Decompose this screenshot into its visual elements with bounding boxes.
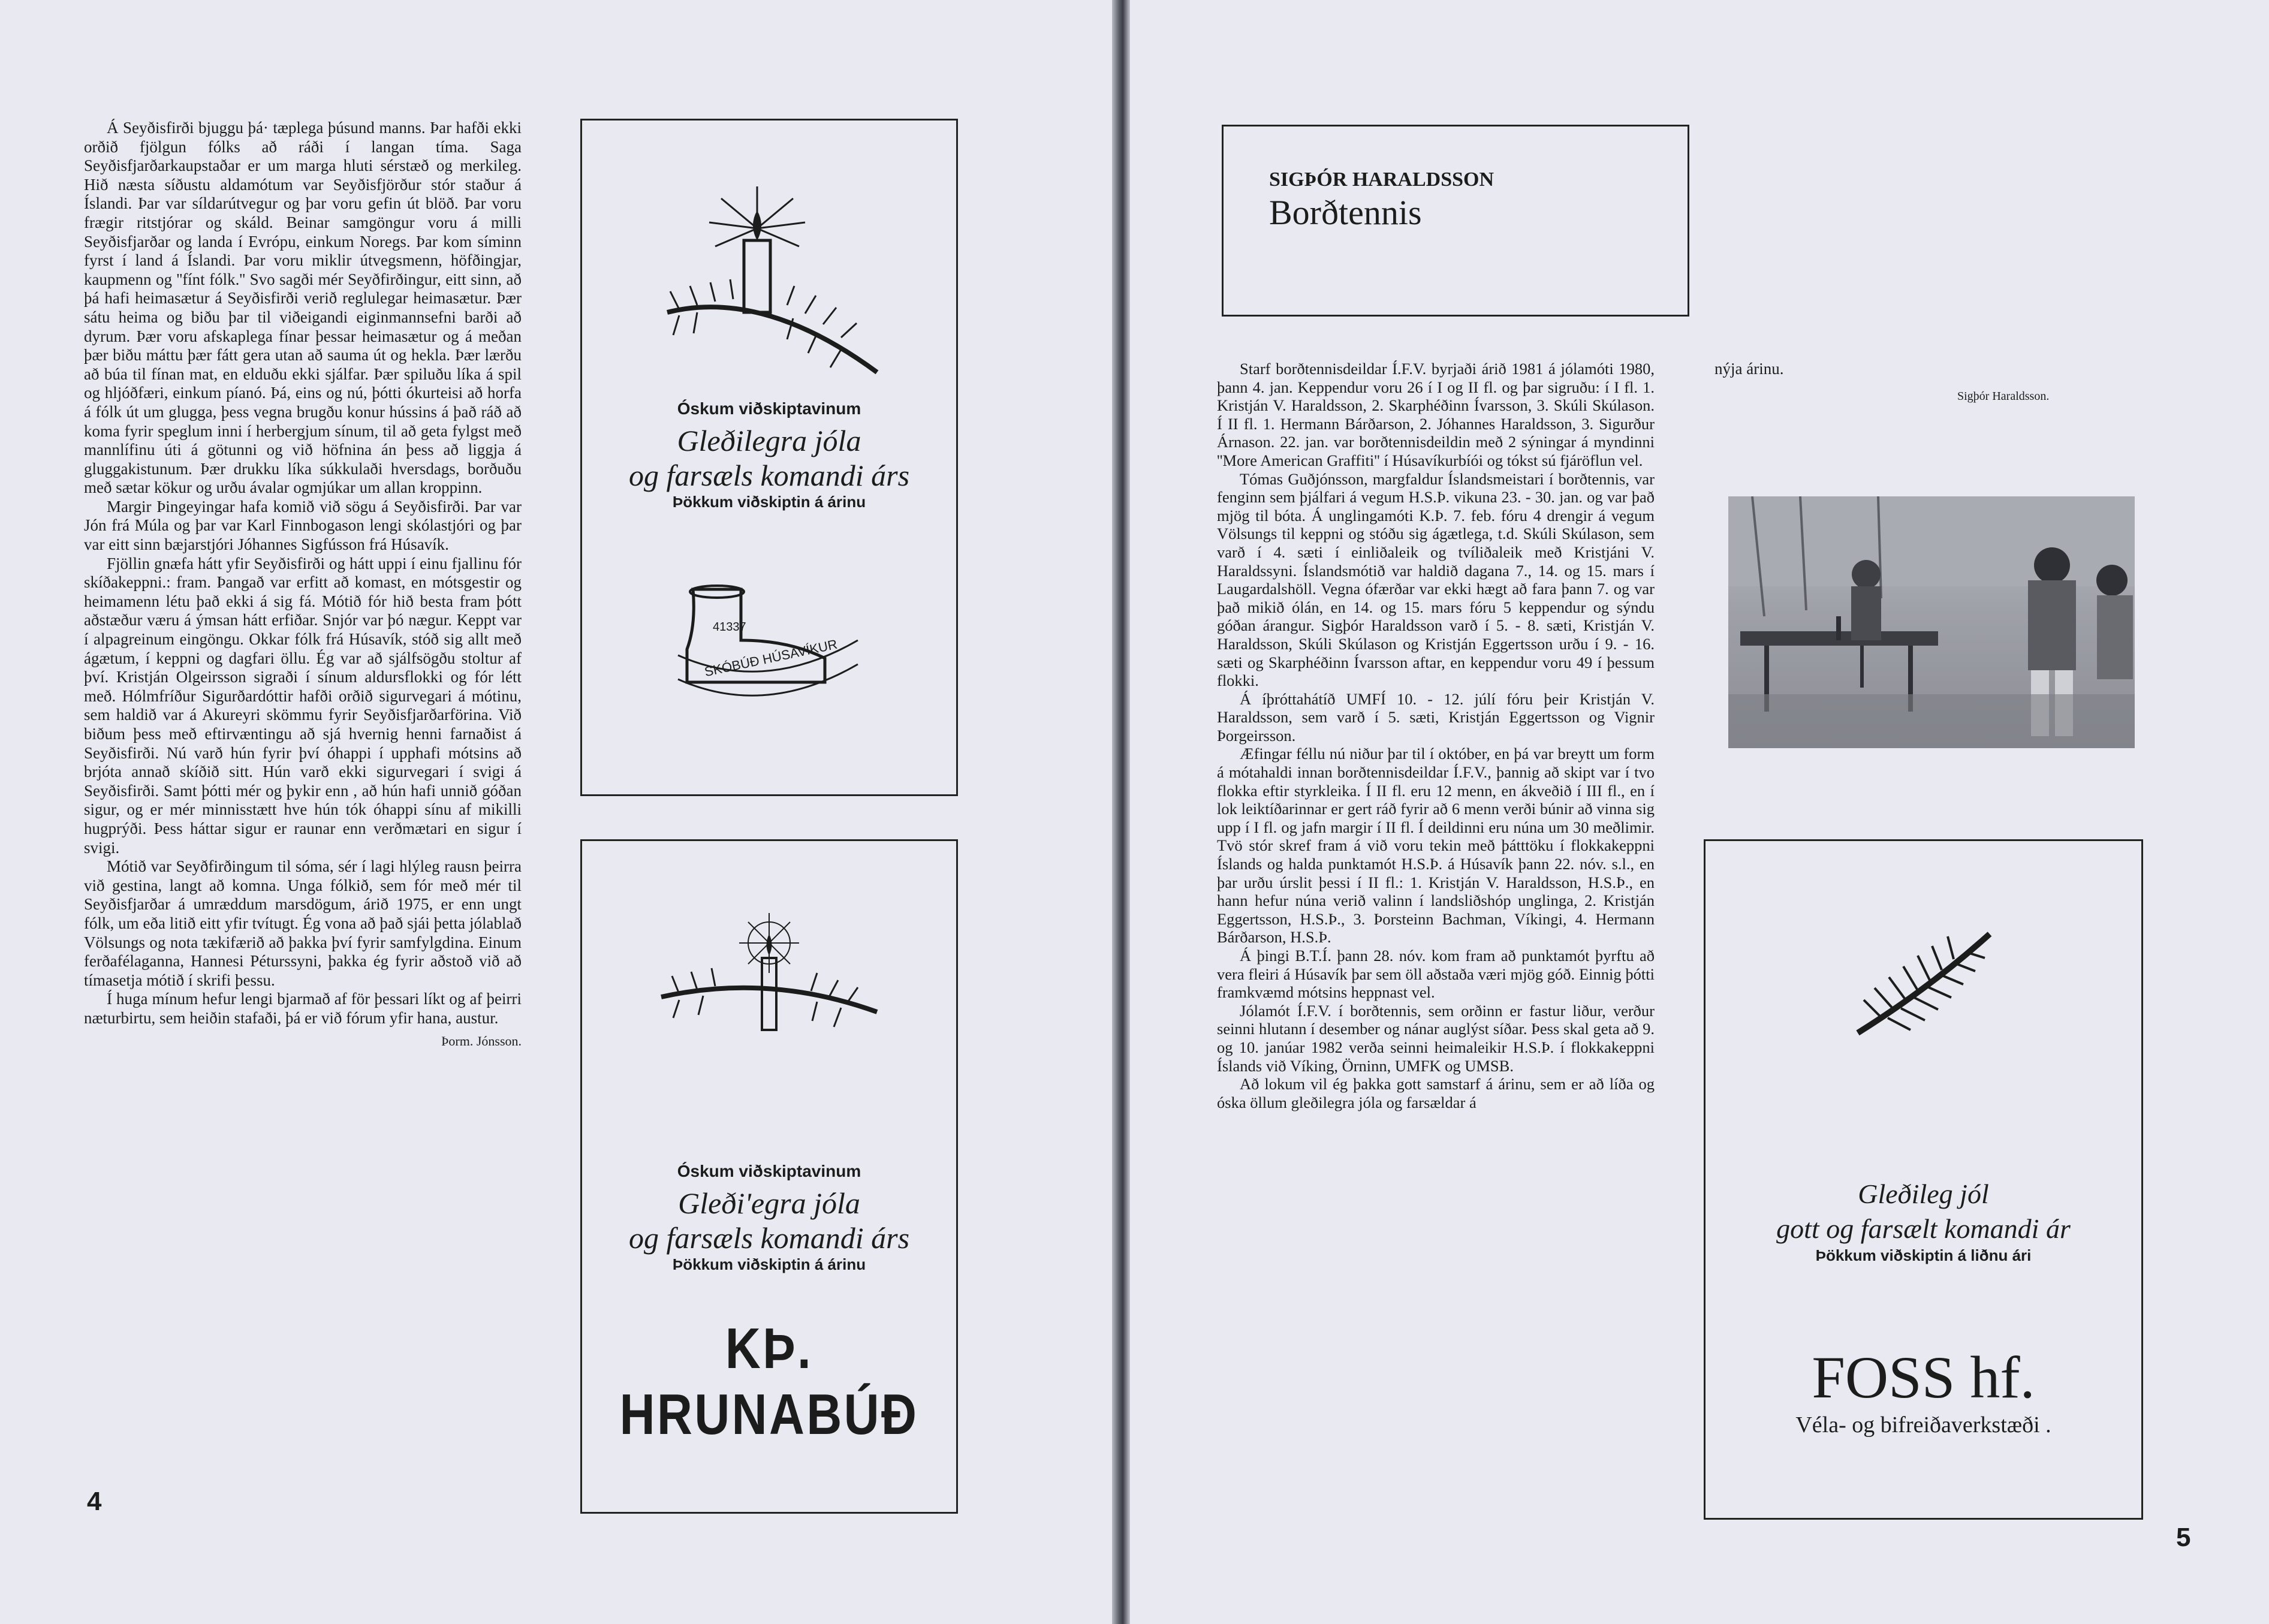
ad-greeting-big: og farsæls komandi árs [628,459,910,492]
author-name: SIGÞÓR HARALDSSON [1269,168,1494,191]
article-continuation: nýja árinu. [1714,360,1784,378]
article-column-left [84,119,522,1050]
section-title: Borðtennis [1269,193,1422,232]
ad-thanks: Þökkum viðskiptin á árinu [672,1255,866,1273]
ad-greeting-big: Gleðilegra jóla [677,424,861,457]
table-tennis-photo [1728,496,2135,748]
article-paragraph: Tómas Guðjónsson, margfaldur Íslandsmeistari í borðtennis, var fenginn sem þjálfari á vegum H.S.Þ. vikuna 23. - 30. jan. og var það mjög til bóta. Á unglingamóti K.Þ. 7. feb. fóru 4 drengir á vegum Völsungs til keppni og stóðu sig ágætlega, t.d. Skúli Skúlason, sem varð í 4. sæti í einliðaleik og tvíliðaleik með Kristjáni V. Haraldssyni. Íslandsmótið var haldið dagana 7., 14. og 15. mars í Laugardalshöll. Vegna ófærðar var ekki hægt að fara þann 7. og var það mikið ólán, en 14. og 15. mars fóru 5 keppendur og sýndu góðan árangur. Sigþór Haraldsson varð í 5. - 8. sæti, Kristján V. Haraldsson, Skúli Skúlason og Kristján Eggertsson urðu í 9. - 16. sæti og Skarphéðinn Ívarsson aftar, en keppendur voru 49 í þessum flokki. [1217,469,1655,690]
ad-thanks: Þökkum viðskiptin á árinu [672,493,866,511]
article-paragraph: Á Seyðisfirði bjuggu þá· tæplega þúsund manns. Þar hafði ekki orðið fjölgun fólks að ráði í langan tíma. Saga Seyðisfjarðarkaupstaðar er um marga hluti sérstæð og merkileg. Hið næsta síðustu aldamótum var Seyðisfjörður stór staður á Íslandi. Þar var síldarútvegur og þar voru gefin út blöð. Þar voru frægir ritstjórar og skáld. Beinar samgöngur voru á milli Seyðisfjarðar og landa í Evrópu, einkum Noregs. Þar kom síminn fyrst í land á Íslandi. Þar voru miklir útvegsmenn, höfðingjar, kaupmenn og ''fínt fólk.'' Svo sagði mér Seyðfirðingur, eitt sinn, að þá hafi heimasætur á Seyðisfirði verið reglulegar heimasætur. Þær sátu heima og biðu þar til viðeigandi eiginmannsefni barði að dyrum. Þær voru afskaplega fínar þessar heimasætur og á meðan þær biðu máttu þær fátt gera utan að sauma út og hekla. Þær lærðu að búa til fínan mat, en elduðu ekki sjálfar. Þær spiluðu líka á spil og hljóðfæri, einkum píanó. Þá, eins og nú, þótti ókurteisi að horfa á fólk út um glugga, þess vegna brugðu konur hússins á það ráð að koma fyrir speglum inni í herbergjum sínum, til að geta fylgst með mannlífinu úti á götunni og við höfnina án þess að liggja á gluggakistunum. Þær drukku líka súkkulaði hversdags, borðuðu með sætar kökur og urðu ávalar ogmjúkar um allan kroppinn. [84,119,522,497]
ad-greeting-big: og farsæls komandi árs [628,1221,910,1255]
brand-logo: KÞ. HRUNABÚÐ [619,1316,919,1447]
brand-subtitle: Véla- og bifreiðaverkstæði . [1795,1412,2051,1438]
section-header-box [1222,125,1689,317]
article-paragraph: Margir Þingeyingar hafa komið við sögu á Seyðisfirði. Þar var Jón frá Múla og þar var Karl Finnbogason lengi skólastjóri og þar var eitt sinn bæjarstjóri Jóhannes Sigfússon frá Húsavík. [84,497,522,554]
logo-number: 41337 [713,620,746,634]
ad-greeting-small: Óskum viðskiptavinum [677,399,861,418]
article-column-right [1217,360,1655,1111]
article-paragraph: Mótið var Seyðfirðingum til sóma, sér í lagi hlýleg rausn þeirra við gestina, langt að komna. Unga fólkið, sem fór með mér til Seyðisfjarðar á umræddum marsdögum, árið 1975, er enn ungt fólk, um eða litið eitt yfir tvítugt. Ég vona að það sjái þetta jólablað Völsungs og nota tækifærið að þakka því fyrir samfylgdina. Einum ferðafélaganna, Hannesi Péturssyni, þakka ég fyrir aðstoð við að tímasetja mótið í skrifi þessu. [84,857,522,989]
article-paragraph: Á íþróttahátíð UMFÍ 10. - 12. júlí fóru þeir Kristján V. Haraldsson, sem varð í 5. sæti, Kristján Eggertsson og Vignir Þorgeirsson. [1217,689,1655,745]
article-signature: Þorm. Jónsson. [441,1033,522,1048]
article-paragraph: Fjöllin gnæfa hátt yfir Seyðisfirði og hátt uppi í einu fjallinu fór skíðakeppni.: fram. Þangað var erfitt að komast, en mótsgestir og heimamenn létu það ekki á sig fá. Mótið fór hið besta fram þótt aðstæður væru á ýmsan hátt erfiðar. Snjór var þó nægur. Keppt var í alpagreinum eingöngu. Okkar fólk frá Húsavík, stóð sig allt með ágætum, í keppni og dagfari öllu. Ég var að sjálfsögðu stoltur af því. Kristján Olgeirsson sigraði í sínum aldursflokki og fór létt með. Hólmfríður Sigurðardóttir hafði orðið sigurvegari á mótinu, sem haldið var á Akureyri skömmu fyrir Seyðisfjarðarförina. Við biðum þess með eftirvæntingu að sjá hvernig henni farnaðist á Seyðisfirði. Nú varð hún fyrir því óhappi í upphafi mótsins að brjóta annað skíðið sitt. Hún varð ekki sigurvegari í svigi á Seyðisfirði. Samt þótti mér og þykir enn , að hún hafi unnið góðan sigur, og er mér minnisstætt hve hún tók óhappi sínu af mikilli hugprýði. Þess háttar sigur er raunar enn verðmætari en sigur í svigi. [84,554,522,857]
article-paragraph: Æfingar féllu nú niður þar til í október, en þá var breytt um form á mótahaldi innan borðtennisdeildar Í.F.V., þannig að skipt var í tvo flokka eftir styrkleika. Í II fl. eru 12 menn, en ákveðið í III fl., en í lok leiktíðarinnar er gert ráð fyrir að 6 menn verði búnir að vinna sig upp í I fl. og jafn margir í II fl. Í deildinni eru núna um 30 meðlimir. Tvö stór skref fram á við voru tekin með þátttöku í flokkakeppni Íslands og halda punktamót H.S.Þ. á Húsavík þann 22. nóv. s.l., en þar urðu úrslit þessi í II fl.: 1. Kristján V. Haraldsson, H.S.Þ., en hann hefur núna verið valinn í landsliðshóp unglinga, 2. Kristján Eggertsson, H.S.Þ., 3. Þorsteinn Bachman, Víkingi, 4. Hermann Bárðarson, H.S.Þ. [1217,745,1655,947]
article-paragraph: Starf borðtennisdeildar Í.F.V. byrjaði árið 1981 á jólamóti 1980, þann 4. jan. Keppendur voru 26 í I og II fl. og þar sigruðu: í I fl. 1. Kristján V. Haraldsson, 2. Skarphéðinn Ívarsson, 3. Skúli Skúlason. Í II fl. 1. Hermann Bárðarson, 2. Jóhannes Haraldsson, 3. Sigurður Árnason. 22. jan. var borðtennisdeildin með 2 sýningar á myndinni ''More American Graffiti'' í Húsavíkurbíói og tókst sú fjáröflun vel. [1217,360,1655,469]
article-paragraph: Að lokum vil ég þakka gott samstarf á árinu, sem er að líða og óska öllum gleðilegra jóla og farsældar á [1217,1075,1655,1111]
right-page [1130,0,2269,1624]
article-paragraph: Jólamót Í.F.V. í borðtennis, sem orðinn er fastur liður, verður seinni hlutann í desember og nánar auglýst síðar. Þess skal geta að 9. og 10. janúar 1982 verða seinni heimaleikir H.S.Þ. í flokkakeppni Íslands við Víking, Örninn, UMFK og UMSB. [1217,1001,1655,1075]
article-paragraph: Á þingi B.T.Í. þann 28. nóv. kom fram að punktamót þyrftu að vera fleiri á Húsavík þar sem öll aðstaða væri mjög góð. Einnig þótti framkvæmd mótsins heppnast vel. [1217,947,1655,1002]
photo-credit: Sigþór Haraldsson. [1957,390,2050,403]
page-number: 5 [2176,1523,2191,1552]
logo-text: SKÓBÚÐ HÚSAVÍKUR [703,636,839,680]
ad-greeting-big: Gleði'egra jóla [678,1186,860,1220]
ad-thanks: Þökkum viðskiptin á liðnu ári [1815,1246,2032,1264]
christmas-ad-foss [1704,839,2143,1520]
pine-branch-icon [1705,922,2141,1045]
ad-greeting-small: Óskum viðskiptavinum [677,1162,861,1180]
ad-greeting-big: gott og farsælt komandi ár [1776,1213,2071,1244]
christmas-ad-skobud [580,119,958,796]
left-page [0,0,1112,1624]
book-gutter [1112,0,1130,1624]
christmas-ad-hrunabud [580,839,958,1514]
brand-logo: FOSS hf. [1812,1344,2035,1411]
page-number: 4 [87,1487,102,1516]
candle-pine-icon [582,180,956,399]
ad-greeting-big: Gleðileg jól [1858,1179,1989,1209]
boot-logo-icon [582,583,956,697]
candle-star-icon [582,907,956,1060]
article-paragraph: Í huga mínum hefur lengi bjarmað af för þessari líkt og af þeirri næturbirtu, sem heiðin stafaði, þá er við fórum yfir hana, austur. [84,990,522,1027]
